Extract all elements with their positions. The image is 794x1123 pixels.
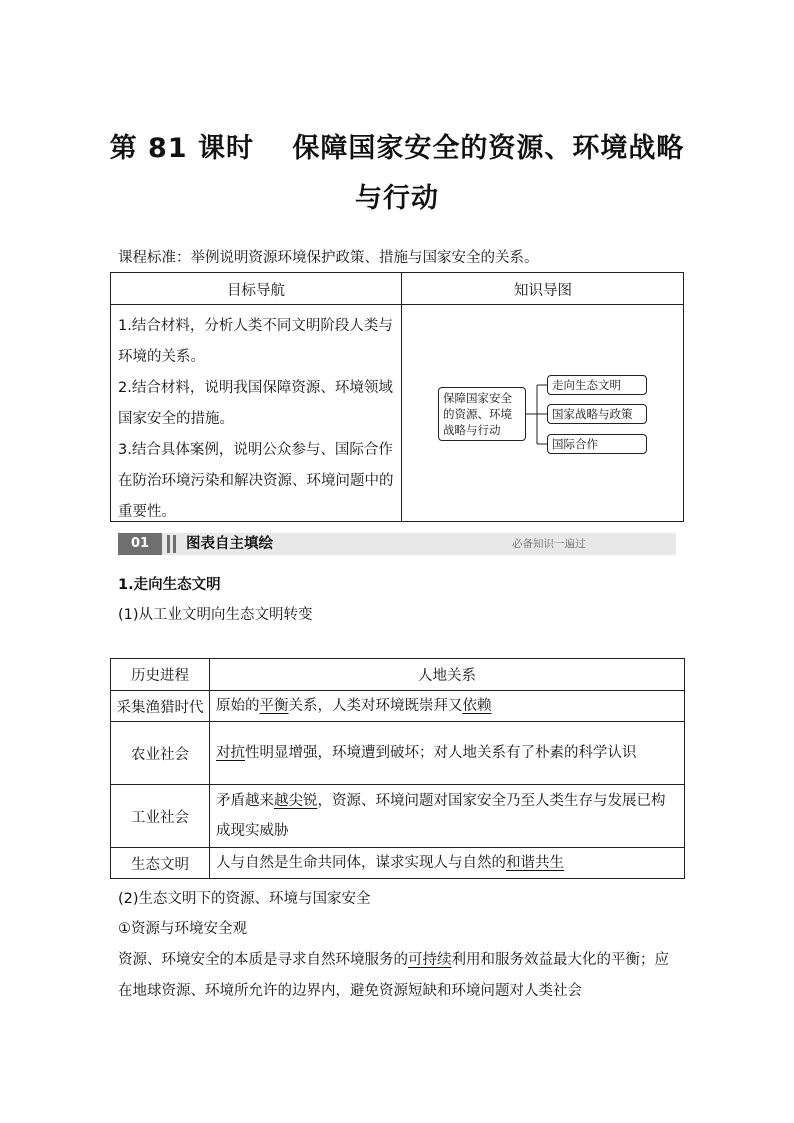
fill-answer: 和谐共生	[506, 855, 564, 871]
stage-cell: 生态文明	[111, 848, 210, 879]
fill-answer: 依赖	[462, 698, 492, 714]
table-header-row	[111, 659, 685, 691]
goal-item: 2.结合材料，说明我国保障资源、环境领域国家安全的措施。	[118, 380, 393, 427]
goal-item: 3.结合具体案例，说明公众参与、国际合作在防治环境污染和解决资源、环境问题中的重要性。	[118, 442, 394, 520]
text-run: 资源、环境安全的本质是寻求自然环境服务的	[118, 952, 408, 968]
history-table	[110, 658, 685, 879]
fill-answer: 对抗	[216, 745, 245, 761]
subheading: (2)生态文明下的资源、环境与国家安全	[118, 891, 371, 907]
mindmap-node: 走向生态文明	[547, 375, 647, 395]
fill-answer: 越尖锐	[274, 793, 318, 809]
relation-cell	[210, 785, 685, 848]
table-row	[111, 785, 685, 848]
table-row	[111, 848, 685, 879]
subheading: (1)从工业文明向生态文明转变	[118, 607, 313, 623]
text-run: ，资源、环境问题对国家安全乃至人类生存与发展已构成现实威胁	[216, 793, 666, 839]
goal-item: 1.结合材料，分析人类不同文明阶段人类与环境的关系。	[118, 318, 393, 365]
mindmap-node: 国家战略与政策	[547, 404, 647, 424]
text-run: 性明显增强，环境遭到破坏；对人地关系有了朴素的科学认识	[245, 745, 637, 761]
text-run: 人与自然是生命共同体，谋求实现人与自然的	[216, 855, 506, 871]
table-row	[111, 722, 685, 785]
page-title-line1: 第 81 课时 保障国家安全的资源、环境战略	[109, 133, 685, 164]
text-run: 关系，人类对环境既崇拜又	[288, 698, 463, 714]
relation-cell	[210, 722, 685, 785]
column-header: 历史进程	[111, 659, 210, 691]
fill-answer: 平衡	[259, 698, 289, 714]
fill-answer: 可持续	[408, 952, 452, 968]
section-tag: 必备知识一遍过	[512, 538, 586, 550]
banner-bar	[173, 535, 176, 553]
mindmap-connectors	[111, 273, 685, 523]
section-name: 图表自主填绘	[186, 536, 273, 552]
stage-cell: 农业社会	[111, 722, 210, 785]
relation-cell	[210, 848, 685, 879]
banner-bar	[167, 535, 170, 553]
relation-cell	[210, 691, 685, 722]
body-paragraph	[118, 945, 678, 1007]
section-number: 01	[118, 533, 162, 555]
subheading: ①资源与环境安全观	[118, 921, 247, 937]
text-run: 利用和服务效益最大化的平衡；应在地球资源、环境所允许的边界内，避免资源短缺和环境问题对人类社会	[118, 952, 669, 999]
text-run: 原始的	[216, 698, 260, 714]
stage-cell: 工业社会	[111, 785, 210, 848]
course-standard: 课程标准：举例说明资源环境保护政策、措施与国家安全的关系。	[118, 250, 539, 266]
mindmap-root: 保障国家安全的资源、环境战略与行动	[438, 387, 526, 441]
section-heading: 1.走向生态文明	[118, 577, 221, 593]
text-run: 矛盾越来	[216, 793, 274, 809]
goals-map-table	[110, 272, 684, 522]
table-row	[111, 691, 685, 722]
page-title-line2: 与行动	[355, 183, 439, 214]
stage-cell: 采集渔猎时代	[111, 691, 210, 722]
goals-header: 目标导航	[227, 283, 285, 299]
mindmap-node: 国际合作	[547, 434, 647, 454]
section-banner	[118, 533, 676, 555]
map-header: 知识导图	[514, 283, 572, 299]
column-header: 人地关系	[210, 659, 685, 691]
